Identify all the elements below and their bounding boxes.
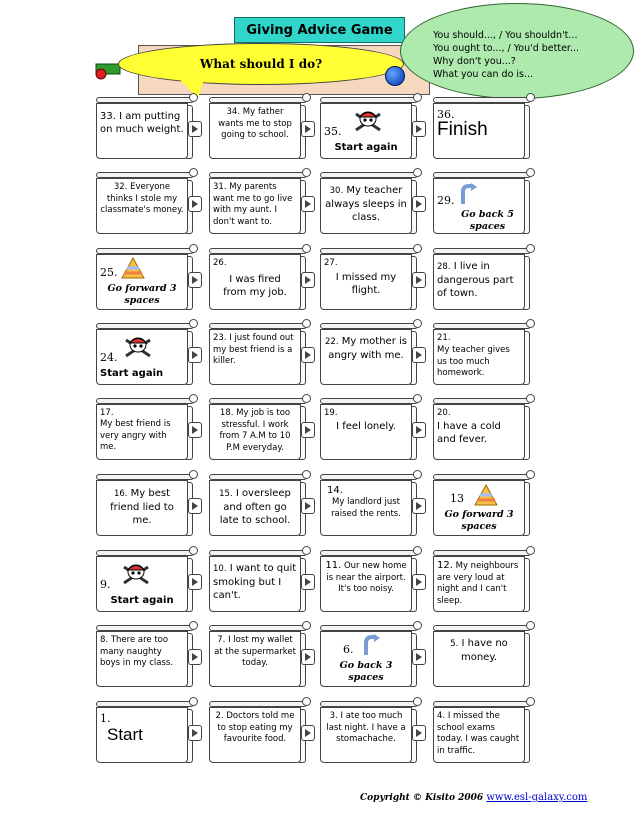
board-square-16[interactable]	[96, 474, 194, 536]
board-square-33[interactable]	[96, 97, 194, 159]
connector-arrow	[188, 272, 202, 288]
pyramid-forward-icon	[121, 257, 145, 279]
square-number: 8.	[100, 635, 109, 645]
square-label: Finish	[437, 119, 488, 140]
square-number: 34.	[226, 107, 241, 117]
square-number: 16.	[113, 489, 128, 499]
board-square-21[interactable]	[433, 323, 531, 385]
square-text: I want to quit smoking but I can't.	[213, 563, 297, 601]
square-text: Our new home is near the airport. It's too noisy.	[326, 561, 407, 594]
square-number: 25.	[100, 266, 118, 279]
page-title	[234, 17, 405, 43]
square-text: I missed my flight.	[335, 272, 397, 296]
square-text: My neighbours are very loud at night and I can't sleep.	[437, 561, 519, 606]
board-square-26[interactable]	[209, 248, 307, 310]
connector-arrow	[301, 725, 315, 741]
connector-arrow	[188, 649, 202, 665]
board-square-7[interactable]	[209, 625, 307, 687]
square-number: 6.	[343, 643, 354, 656]
board-square-10[interactable]	[209, 550, 307, 612]
subtitle-banner	[118, 43, 404, 85]
connector-arrow	[188, 422, 202, 438]
square-text: My parents want me to go live with my aunt. I don't want to.	[213, 182, 293, 227]
blue-ball-icon	[385, 66, 405, 86]
square-text: My best friend lied to me.	[110, 488, 174, 526]
square-text: I lost my wallet at the supermarket today.	[214, 635, 296, 668]
square-number: 35.	[324, 125, 342, 138]
square-number: 11.	[325, 560, 342, 571]
square-number: 23.	[213, 333, 227, 343]
board-square-3[interactable]	[320, 701, 418, 763]
square-text: Everyone thinks I stole my classmate's money.	[100, 182, 184, 215]
connector-arrow	[412, 498, 426, 514]
square-text: I ate too much last night. I have a stomachache.	[326, 711, 406, 744]
board-square-11[interactable]	[320, 550, 418, 612]
board-square-34[interactable]	[209, 97, 307, 159]
square-number: 12.	[437, 560, 453, 571]
board-square-12[interactable]	[433, 550, 531, 612]
square-number: 13	[450, 492, 464, 505]
connector-arrow	[412, 422, 426, 438]
board-square-5[interactable]	[433, 625, 531, 687]
square-number: 15.	[219, 489, 233, 499]
square-number: 33.	[100, 111, 116, 122]
website-link[interactable]: www.esl-galaxy.com	[486, 792, 588, 803]
connector-arrow	[188, 725, 202, 741]
square-text: My best friend is very angry with me.	[100, 419, 171, 452]
square-number: 14.	[327, 485, 343, 496]
board-square-9[interactable]	[96, 550, 194, 612]
connector-arrow	[301, 422, 315, 438]
connector-arrow	[188, 498, 202, 514]
square-text: I live in dangerous part of town.	[437, 261, 514, 299]
board-square-17[interactable]	[96, 398, 194, 460]
connector-arrow	[412, 121, 426, 137]
board-square-32[interactable]	[96, 172, 194, 234]
board-square-4[interactable]	[433, 701, 531, 763]
board-square-6[interactable]	[320, 625, 418, 687]
connector-arrow	[412, 347, 426, 363]
board-square-14[interactable]	[320, 474, 418, 536]
board-square-36[interactable]	[433, 97, 531, 159]
board-square-24[interactable]	[96, 323, 194, 385]
board-square-25[interactable]	[96, 248, 194, 310]
square-text: I was fired from my job.	[223, 274, 287, 298]
connector-arrow	[301, 272, 315, 288]
connector-arrow	[301, 649, 315, 665]
hint-line: What you can do is...	[433, 69, 534, 80]
square-number: 3.	[329, 711, 338, 721]
square-text: My mother is angry with me.	[328, 336, 407, 361]
copyright	[360, 792, 587, 803]
square-text: My landlord just raised the rents.	[331, 497, 401, 519]
square-number: 21.	[437, 333, 451, 343]
hint-line: Why don't you...?	[433, 56, 516, 67]
square-number: 9.	[100, 578, 111, 591]
square-text: I oversleep and often go late to school.	[219, 488, 291, 526]
board-square-1[interactable]	[96, 701, 194, 763]
square-label: Go forward 3 spaces	[444, 509, 514, 532]
square-number: 30.	[329, 186, 344, 196]
square-text: I feel lonely.	[336, 421, 396, 432]
board-square-35[interactable]	[320, 97, 418, 159]
connector-arrow	[188, 121, 202, 137]
square-text: My teacher gives us too much homework.	[437, 345, 510, 378]
board-square-23[interactable]	[209, 323, 307, 385]
board-square-19[interactable]	[320, 398, 418, 460]
square-label: Start again	[334, 142, 398, 153]
connector-arrow	[188, 574, 202, 590]
square-label: Start again	[100, 368, 164, 379]
square-number: 29.	[437, 194, 455, 207]
square-number: 4.	[437, 711, 446, 721]
square-number: 10.	[213, 564, 227, 574]
square-number: 5.	[450, 639, 459, 649]
pyramid-forward-icon	[474, 484, 498, 506]
square-number: 32.	[113, 182, 128, 192]
square-text: I have no money.	[460, 638, 508, 663]
square-number: 7.	[217, 635, 226, 645]
board-square-22[interactable]	[320, 323, 418, 385]
square-number: 28.	[437, 262, 451, 272]
board-square-13[interactable]	[433, 474, 531, 536]
square-number: 2.	[215, 711, 224, 721]
board-square-27[interactable]	[320, 248, 418, 310]
square-number: 18.	[219, 408, 234, 418]
square-label: Go back 3 spaces	[339, 660, 393, 683]
board-square-18[interactable]	[209, 398, 307, 460]
connector-arrow	[412, 725, 426, 741]
curved-arrow-back-icon	[458, 183, 478, 205]
board-square-20[interactable]	[433, 398, 531, 460]
square-number: 26.	[213, 258, 227, 268]
copyright-text: Copyright © Kisito 2006	[360, 793, 484, 803]
connector-arrow	[301, 121, 315, 137]
board-square-30[interactable]	[320, 172, 418, 234]
connector-arrow	[301, 498, 315, 514]
board-square-2[interactable]	[209, 701, 307, 763]
board-square-31[interactable]	[209, 172, 307, 234]
square-number: 31.	[213, 182, 227, 192]
square-text: My job is too stressful. I work from 7 A.M to 10 P.M everyday.	[219, 408, 291, 453]
square-number: 27.	[324, 258, 338, 268]
square-text: My teacher always sleeps in class.	[325, 185, 407, 223]
hint-line: You should..., / You shouldn't...	[433, 30, 578, 41]
square-text: I missed the school exams today. I was caught in traffic.	[437, 711, 520, 756]
square-number: 36.	[437, 108, 455, 121]
connector-arrow	[301, 574, 315, 590]
square-label: Go back 5 spaces	[461, 209, 514, 232]
square-text: I just found out my best friend is a killer.	[213, 333, 294, 366]
square-number: 17.	[100, 408, 114, 418]
square-number: 19.	[324, 408, 338, 418]
square-number: 22.	[325, 337, 339, 347]
connector-arrow	[301, 347, 315, 363]
connector-arrow	[301, 196, 315, 212]
square-label: Start	[107, 725, 143, 744]
board-square-8[interactable]	[96, 625, 194, 687]
square-number: 24.	[100, 351, 118, 364]
hint-lines	[433, 29, 579, 81]
page-title-text: Giving Advice Game	[246, 22, 393, 38]
square-label: Start again	[110, 595, 174, 606]
square-number: 1.	[100, 712, 111, 725]
hint-line: You ought to..., / You'd better...	[433, 43, 580, 54]
connector-arrow	[188, 347, 202, 363]
square-text: My father wants me to stop going to school.	[218, 107, 292, 140]
board-square-15[interactable]	[209, 474, 307, 536]
board-square-28[interactable]	[433, 248, 531, 310]
board-square-29[interactable]	[433, 172, 531, 234]
curved-arrow-back-icon	[361, 634, 381, 656]
connector-arrow	[412, 574, 426, 590]
connector-arrow	[412, 649, 426, 665]
square-text: Doctors told me to stop eating my favourite food.	[217, 711, 295, 744]
square-label: Go forward 3 spaces	[107, 283, 177, 306]
connector-arrow	[188, 196, 202, 212]
square-text: I am putting on much weight.	[100, 111, 184, 135]
square-text: There are too many naughty boys in my class.	[100, 635, 174, 668]
connector-arrow	[412, 196, 426, 212]
square-number: 20.	[437, 408, 451, 418]
subtitle: What should I do?	[199, 57, 323, 71]
square-text: I have a cold and fever.	[437, 421, 501, 445]
connector-arrow	[412, 272, 426, 288]
